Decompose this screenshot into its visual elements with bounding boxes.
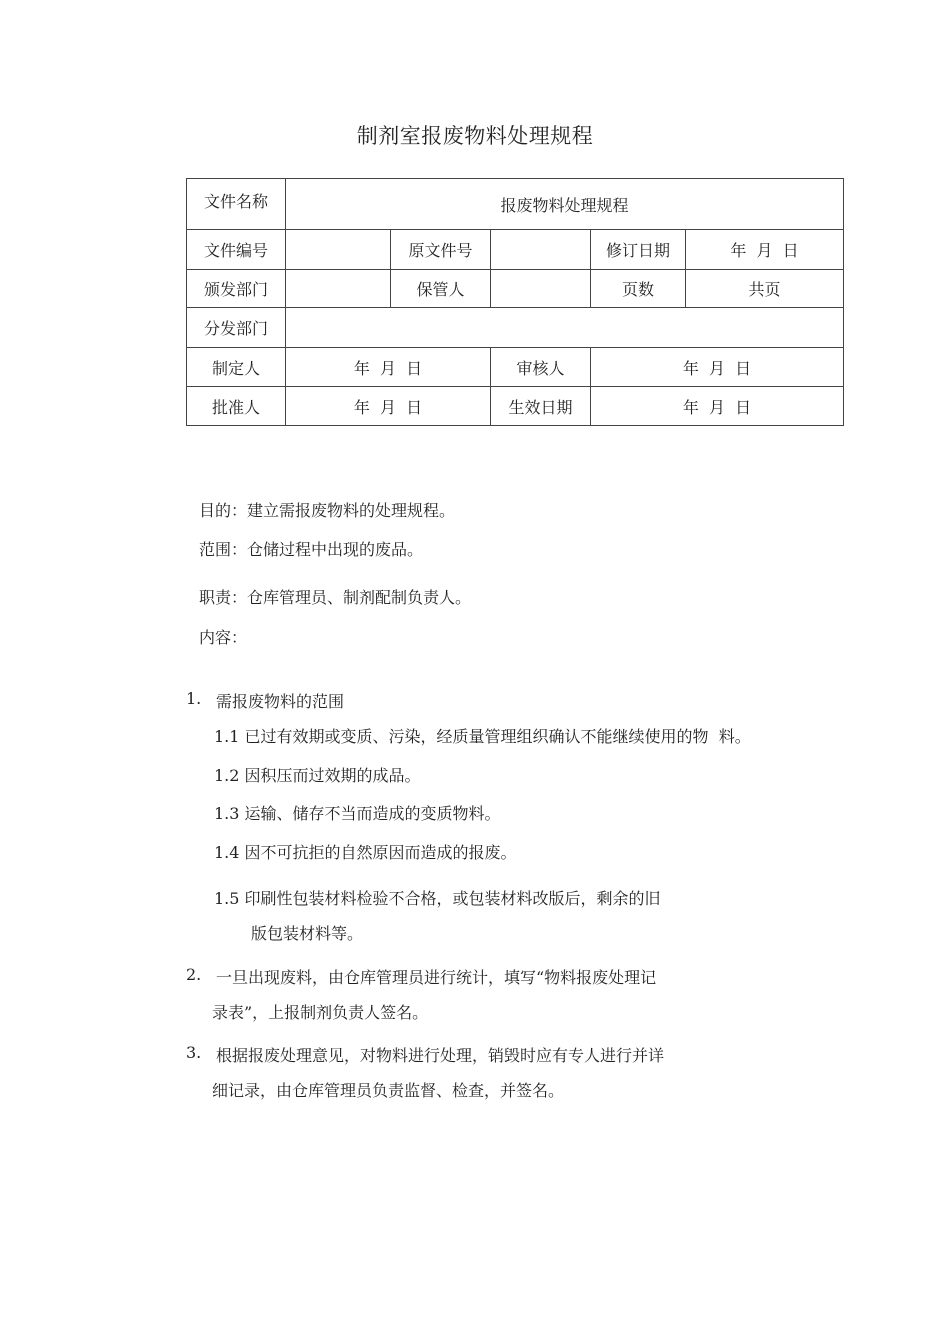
author-date: 年 月 日 (286, 348, 491, 387)
scope-text: 范围：仓储过程中出现的废品。 (199, 540, 424, 559)
table-row (187, 270, 844, 308)
reviewer-label: 审核人 (491, 348, 591, 387)
section-2-line-1: 一旦出现废料，由仓库管理员进行统计，填写“物料报废处理记 (216, 968, 657, 987)
author-label: 制定人 (187, 348, 286, 387)
table-row (187, 230, 844, 270)
revision-date-value: 年 月 日 (686, 230, 844, 270)
item-1-1: 1.1 已过有效期或变质、污染，经质量管理组织确认不能继续使用的物 料。 (214, 727, 751, 746)
dist-dept-label: 分发部门 (187, 308, 286, 348)
file-name-label: 文件名称 (187, 179, 286, 230)
document-info-table (186, 178, 844, 426)
approver-date: 年 月 日 (286, 387, 491, 426)
duty-text: 职责：仓库管理员、制剂配制负责人。 (199, 588, 472, 607)
file-no-label: 文件编号 (187, 230, 286, 270)
section-3-line-2: 细记录，由仓库管理员负责监督、检查，并签名。 (212, 1081, 565, 1100)
custodian-value (491, 270, 591, 308)
file-name-value: 报废物料处理规程 (286, 179, 844, 230)
revision-date-label: 修订日期 (591, 230, 686, 270)
orig-file-no-label: 原文件号 (391, 230, 491, 270)
item-1-5-line-1: 1.5 印刷性包装材料检验不合格，或包装材料改版后，剩余的旧 (214, 889, 661, 908)
issue-dept-value (286, 270, 391, 308)
section-1-title: 需报废物料的范围 (216, 692, 345, 711)
item-1-5-line-2: 版包装材料等。 (251, 924, 364, 943)
orig-file-no-value (491, 230, 591, 270)
item-1-4: 1.4 因不可抗拒的自然原因而造成的报废。 (214, 843, 517, 862)
pages-label: 页数 (591, 270, 686, 308)
item-1-2: 1.2 因积压而过效期的成品。 (214, 766, 421, 785)
section-2-number: 2. (186, 965, 202, 984)
pages-value: 共页 (686, 270, 844, 308)
file-no-value (286, 230, 391, 270)
effective-date: 年 月 日 (591, 387, 844, 426)
dist-dept-value (286, 308, 844, 348)
section-3-line-1: 根据报废处理意见，对物料进行处理，销毁时应有专人进行并详 (216, 1046, 665, 1065)
section-3-number: 3. (186, 1043, 202, 1062)
issue-dept-label: 颁发部门 (187, 270, 286, 308)
table-row (187, 348, 844, 387)
custodian-label: 保管人 (391, 270, 491, 308)
purpose-text: 目的：建立需报废物料的处理规程。 (199, 501, 456, 520)
section-1-number: 1. (186, 689, 202, 708)
reviewer-date: 年 月 日 (591, 348, 844, 387)
table-row (187, 387, 844, 426)
content-heading: 内容： (199, 628, 248, 647)
section-2-line-2: 录表”，上报制剂负责人签名。 (212, 1003, 429, 1022)
document-title: 制剂室报废物料处理规程 (356, 124, 594, 148)
effective-label: 生效日期 (491, 387, 591, 426)
table-row (187, 308, 844, 348)
item-1-3: 1.3 运输、储存不当而造成的变质物料。 (214, 804, 501, 823)
table-row (187, 179, 844, 230)
approver-label: 批准人 (187, 387, 286, 426)
